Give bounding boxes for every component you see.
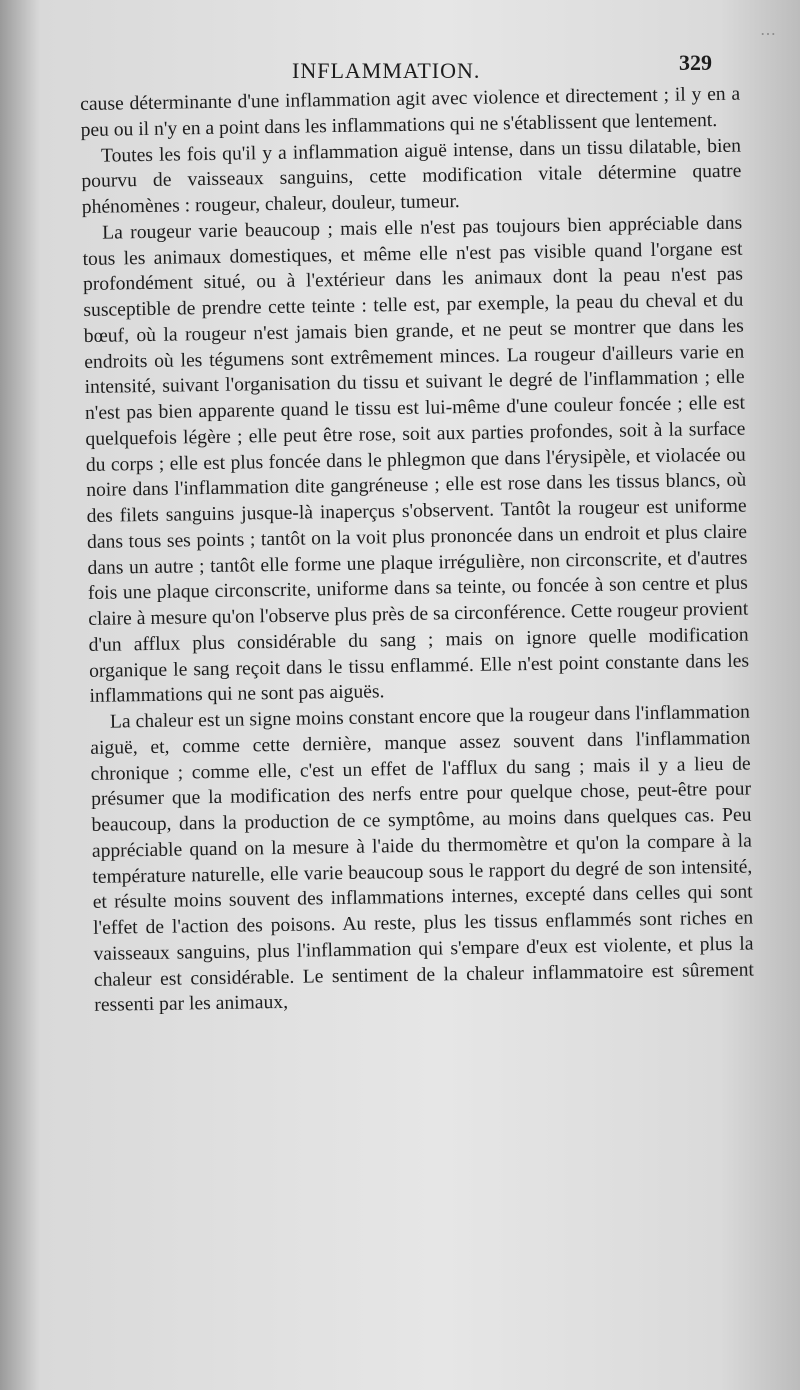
- body-text: [80, 82, 754, 1019]
- paragraph-four-phenomena: Toutes les fois qu'il y a inflammation aiguë intense, dans un tissu dilatable, bien pourvu de vaisseaux sanguins, cette modification vitale détermine quatre phénomènes : rougeur, chaleur, douleur, tumeur.: [81, 135, 742, 218]
- running-title: INFLAMMATION.: [292, 58, 481, 83]
- paragraph-rougeur: La rougeur varie beaucoup ; mais elle n'est pas toujours bien appréciable dans tous les animaux domestiques, et même elle n'est pas visible quand l'organe est profondément situé, ou à l'extérieur dans les animaux dont la peau n'est pas susceptible de prendre cette teinte : telle est, par exemple, la peau du cheval et du bœuf, où la rougeur n'est jamais bien grande, et ne peut se montrer que dans les endroits où les tégumens sont extrêmement minces. La rougeur d'ailleurs varie en intensité, suivant l'organisation du tissu et suivant le degré de l'inflammation ; elle n'est pas bien apparente quand le tissu est lui-même d'une couleur foncée ; elle est quelquefois légère ; elle peut être rose, soit aux parties profondes, soit à la surface du corps ; elle est plus foncée dans le phlegmon que dans l'érysipèle, et violacée ou noire dans l'inflammation dite gangréneuse ; elle est rose dans les tissus blancs, où des filets sanguins jusque-là inaperçus s'observent. Tantôt la rougeur est uniforme dans tous ses points ; tantôt on la voit plus prononcée dans un endroit et plus claire dans un autre ; tantôt elle forme une plaque irrégulière, non circonscrite, et d'autres fois une plaque circonscrite, uniforme dans sa teinte, ou foncée à son centre et plus claire à mesure qu'on l'observe plus près de sa circonférence. Cette rougeur provient d'un afflux plus considérable du sang ; mais on ignore quelle modification organique le sang reçoit dans le tissu enflammé. Elle n'est point constante dans les inflammations qui ne sont pas aiguës.: [82, 212, 750, 708]
- paragraph-chaleur: La chaleur est un signe moins constant encore que la rougeur dans l'inflammation aiguë, et, comme cette dernière, manque assez souvent dans l'inflammation chronique ; comme elle, c'est un effet de l'afflux du sang ; mais il y a lieu de présumer que la modification des nerfs entre pour quelque chose, peut-être pour beaucoup, dans la production de ce symptôme, au moins dans quelques cas. Peu appréciable quand on la mesure à l'aide du thermomètre et qu'on la compare à la température naturelle, elle varie beaucoup sous le rapport du degré de son intensité, et résulte moins souvent des inflammations internes, excepté dans celles qui sont l'effet de l'action des poisons. Au reste, plus les tissus enflammés sont riches en vaisseaux sanguins, plus l'inflammation qui s'empare d'eux est violente, et plus la chaleur est considérable. Le sentiment de la chaleur inflammatoire est sûrement ressenti par les animaux,: [90, 701, 755, 1017]
- paragraph-continuation: cause déterminante d'une inflammation agit avec violence et directement ; il y en a peu ou il n'y en a point dans les inflammations qui ne s'établissent que lentement.: [80, 83, 741, 141]
- page-number: 329: [679, 50, 712, 75]
- page-edge-mark: …: [760, 20, 776, 39]
